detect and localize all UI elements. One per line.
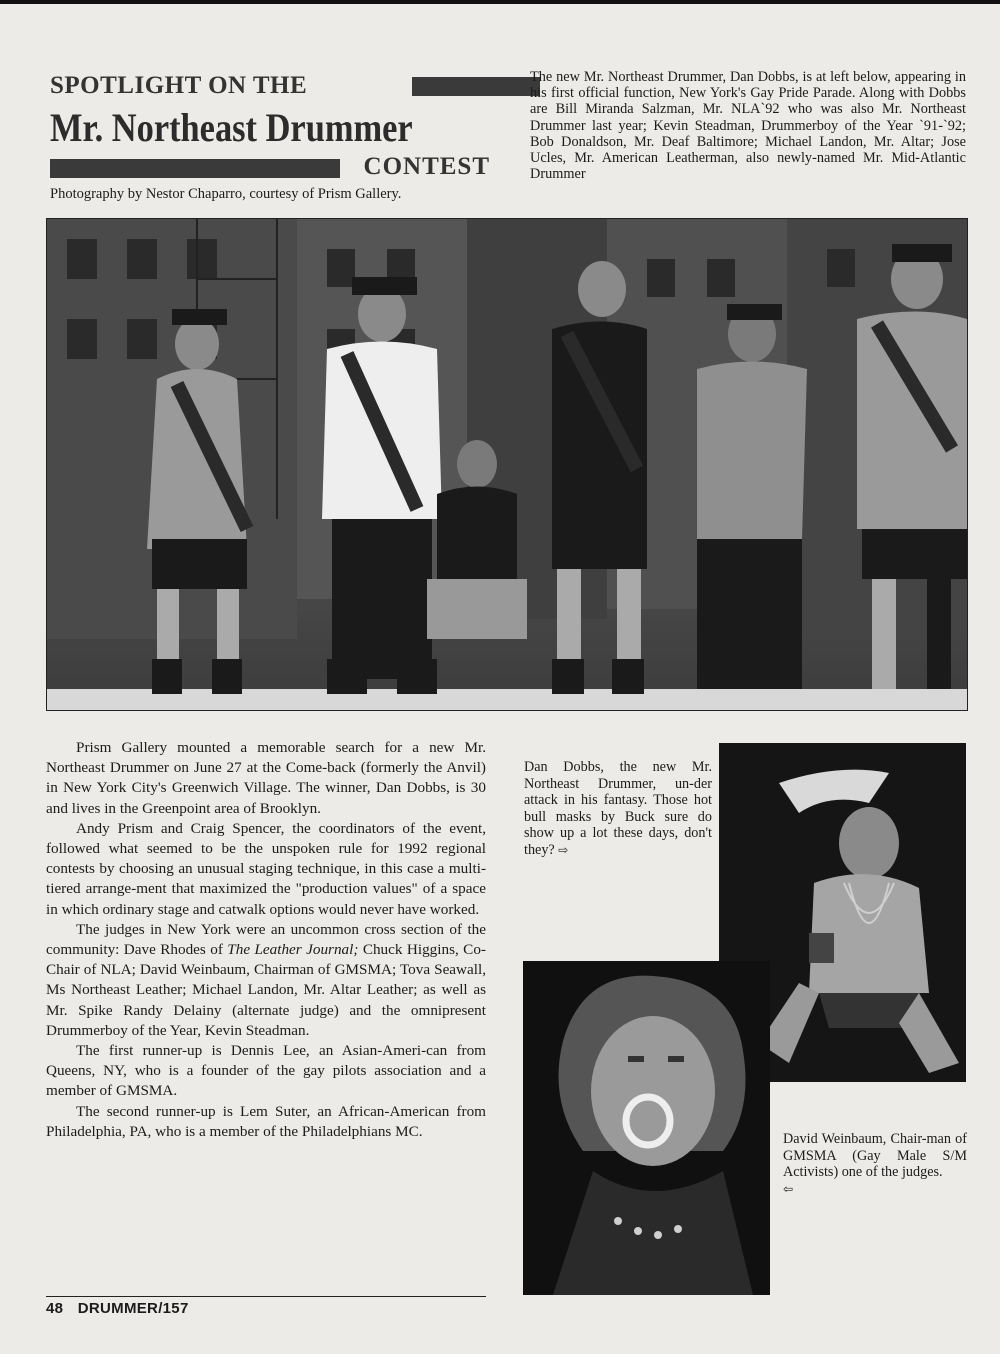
- body-paragraph-3-b: Chuck Higgins, Co-Chair of NLA; David Weinbaum, Chairman of GMSMA; Tova Seawall, Ms Northeast Leather; Michael Landon, Mr. Altar Leather; as well as Mr. Spike Randy Delainy (alternate judge) and the omnipresent Drummerboy of the Year, Kevin Steadman.: [46, 941, 486, 1039]
- headline-tail-row: [50, 153, 490, 183]
- footer-rule: [46, 1296, 486, 1297]
- body-paragraph-3: [46, 920, 486, 1041]
- body-paragraph-3-a: The judges in New York were an uncommon cross section of the community: Dave Rhodes of: [46, 920, 486, 959]
- nose-ring-photo: [523, 961, 770, 1295]
- page-footer: [46, 1300, 189, 1317]
- arrow-right-icon: ⇨: [558, 842, 569, 857]
- body-paragraph-5: The second runner-up is Lem Suter, an African-American from Philadelphia, PA, who is a member of the Philadelphians MC.: [46, 1102, 486, 1140]
- headline-rule-bottom: [50, 159, 340, 178]
- caption-david-text: David Weinbaum, Chair-man of GMSMA (Gay Male S/M Activists) one of the judges.: [783, 1131, 967, 1180]
- article-body: [46, 738, 486, 1142]
- caption-david-weinbaum: [783, 1131, 967, 1197]
- caption-bull-mask-text: Dan Dobbs, the new Mr. Northeast Drummer, un-der attack in his fantasy. Those hot bull masks by Buck sure do show up a lot these days, don't they?: [524, 759, 712, 858]
- photo-credit: Photography by Nestor Chaparro, courtesy of Prism Gallery.: [50, 186, 402, 202]
- body-paragraph-1: Prism Gallery mounted a memorable search for a new Mr. Northeast Drummer on June 27 at the Come-back (formerly the Anvil) in New York City's Greenwich Village. The winner, Dan Dobbs, is 30 and lives in the Greenpoint area of Brooklyn.: [46, 739, 486, 817]
- body-paragraph-4: The first runner-up is Dennis Lee, an Asian-Ameri-can from Queens, NY, who is a founder of the gay pilots association and a member of GMSMA.: [46, 1042, 486, 1100]
- page-number: 48: [46, 1300, 64, 1317]
- body-paragraph-2: Andy Prism and Craig Spencer, the coordinators of the event, followed what seemed to be the unspoken rule for 1992 regional contests by choosing an unusual staging technique, in this case a multi-tiered arrange-ment that maximized the "production values" of a space in which ordinary stage and catwalk options would never have worked.: [46, 819, 486, 918]
- headline-kicker-row: [50, 72, 490, 102]
- magazine-issue: DRUMMER/157: [77, 1300, 189, 1317]
- headline-title: Mr. Northeast Drummer: [50, 105, 413, 150]
- caption-bull-mask: [524, 759, 712, 858]
- parade-photo: [46, 218, 968, 711]
- top-caption: [530, 69, 966, 182]
- headline-kicker: SPOTLIGHT ON THE: [50, 72, 308, 99]
- top-caption-text: The new Mr. Northeast Drummer, Dan Dobbs, is at left below, appearing in his first official function, New York's Gay Pride Parade. Along with Dobbs are Bill Miranda Salzman, Mr. NLA`92 who was also Mr. Northeast Drummer last year; Kevin Steadman, Drummerboy of the Year `91-`92; Bob Donaldson, Mr. Deaf Baltimore; Michael Landon, Mr. Altar; Jose Ucles, Mr. American Leatherman, also newly-named Mr. Mid-Atlantic Drummer: [530, 69, 966, 183]
- headline-tail: CONTEST: [363, 153, 490, 180]
- leather-journal-title: The Leather Journal;: [227, 941, 359, 959]
- headline-rule-top: [412, 77, 540, 96]
- page-top-edge: [0, 0, 1000, 4]
- arrow-left-icon: ⇦: [783, 1181, 794, 1196]
